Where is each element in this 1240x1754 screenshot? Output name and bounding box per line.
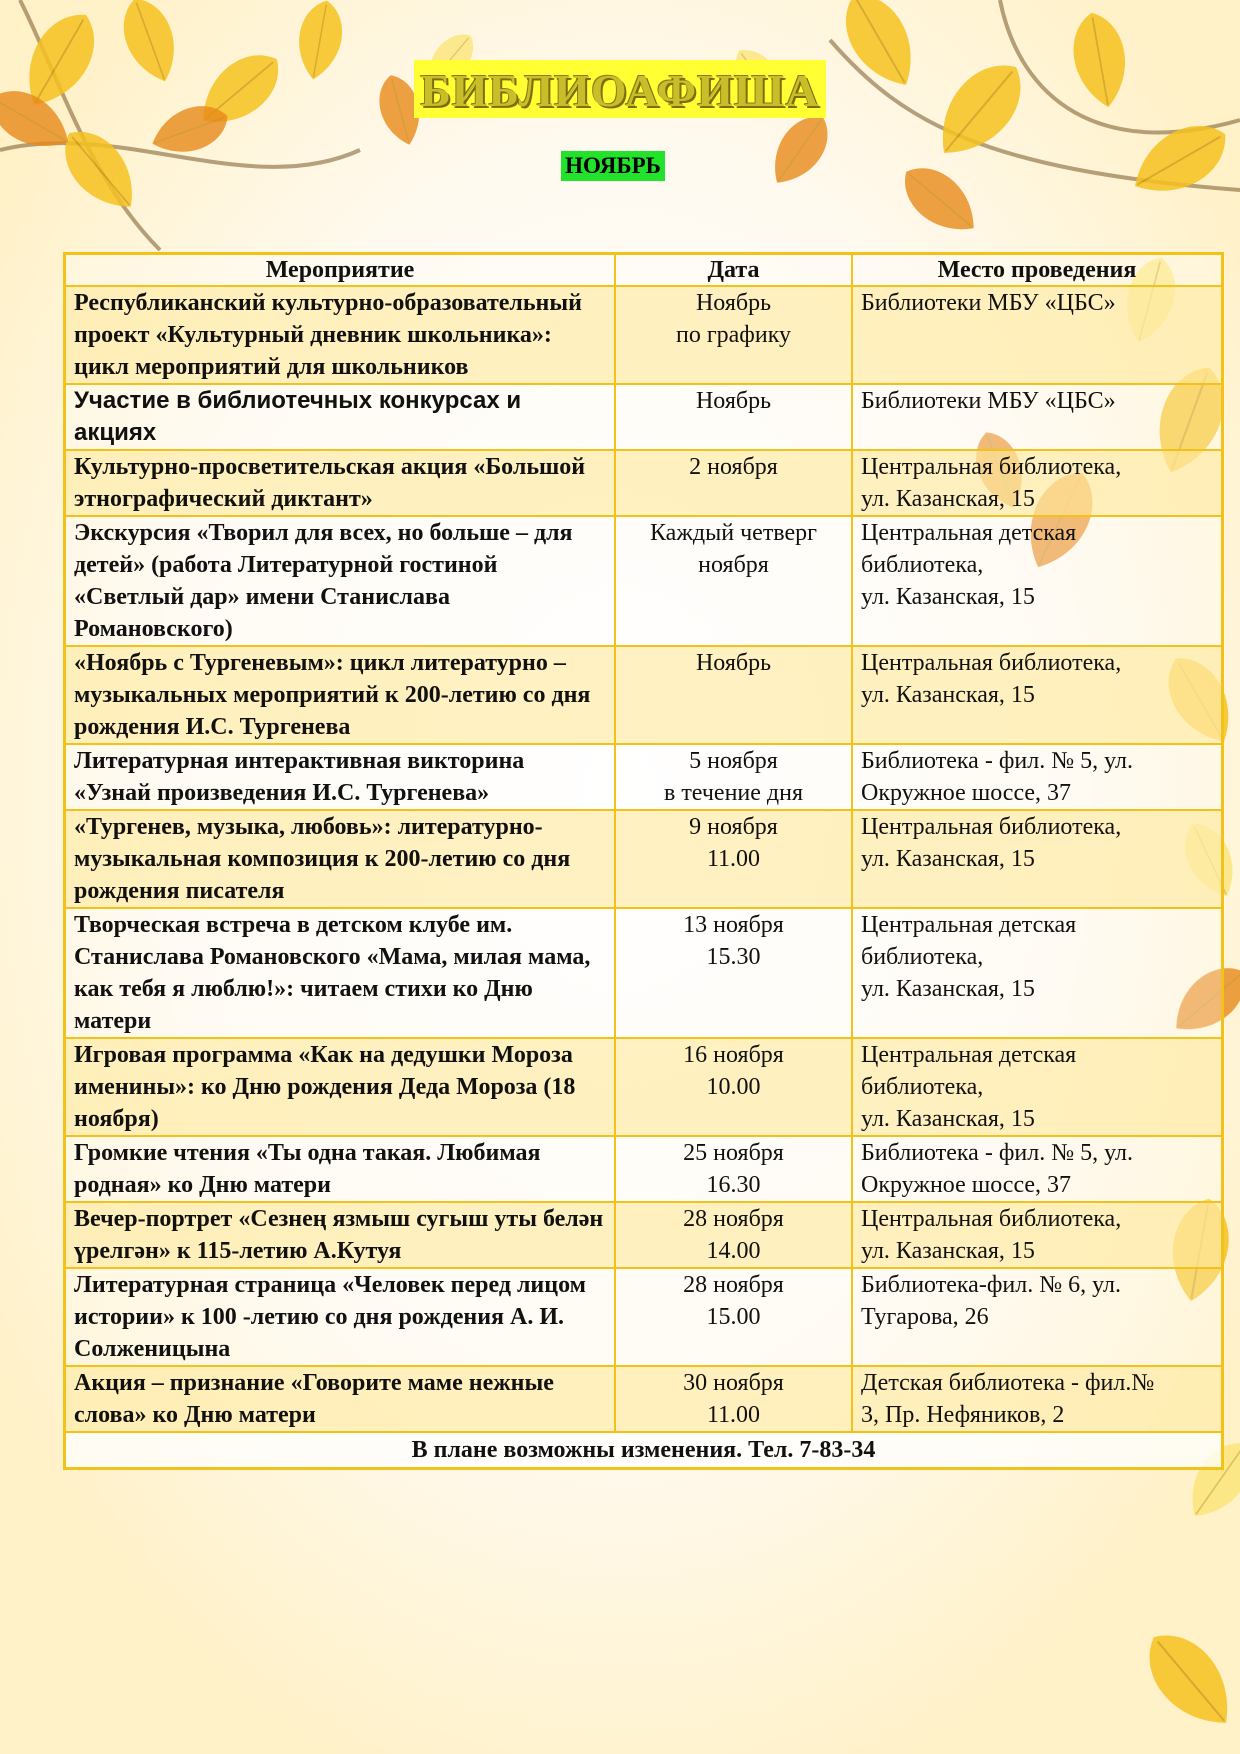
place-cell: Библиотека - фил. № 5, ул. Окружное шоссе, 37	[852, 1136, 1223, 1202]
event-cell: «Тургенев, музыка, любовь»: литературно-музыкальная композиция к 200-летию со дня рождения писателя	[65, 810, 616, 908]
event-cell: «Ноябрь с Тургеневым»: цикл литературно – музыкальных мероприятий к 200-летию со дня рождения И.С. Тургенева	[65, 646, 616, 744]
place-cell: Детская библиотека - фил.№ 3, Пр. Нефяников, 2	[852, 1366, 1223, 1432]
table-row	[65, 1202, 1223, 1268]
date-cell: 13 ноября 15.30	[615, 908, 852, 1038]
table-row	[65, 744, 1223, 810]
place-cell: Библиотека - фил. № 5, ул. Окружное шоссе, 37	[852, 744, 1223, 810]
table-row	[65, 1136, 1223, 1202]
page-title: БИБЛИОАФИША	[414, 60, 825, 118]
table-row	[65, 810, 1223, 908]
event-cell: Участие в библиотечных конкурсах и акциях	[65, 384, 616, 450]
place-cell: Центральная библиотека, ул. Казанская, 15	[852, 810, 1223, 908]
date-cell: 16 ноября 10.00	[615, 1038, 852, 1136]
date-cell: Ноябрь	[615, 384, 852, 450]
place-cell: Библиотеки МБУ «ЦБС»	[852, 286, 1223, 384]
event-cell: Громкие чтения «Ты одна такая. Любимая родная» ко Дню матери	[65, 1136, 616, 1202]
date-cell: 9 ноября 11.00	[615, 810, 852, 908]
place-cell: Библиотеки МБУ «ЦБС»	[852, 384, 1223, 450]
table-header-row	[65, 254, 1223, 287]
table-footer-row	[65, 1432, 1223, 1469]
place-cell: Центральная библиотека, ул. Казанская, 15	[852, 450, 1223, 516]
events-table	[63, 252, 1224, 1470]
date-cell: Ноябрь по графику	[615, 286, 852, 384]
event-cell: Творческая встреча в детском клубе им. Станислава Романовского «Мама, милая мама, как тебя я люблю!»: читаем стихи ко Дню матери	[65, 908, 616, 1038]
table-row	[65, 286, 1223, 384]
event-cell: Игровая программа «Как на дедушки Мороза именины»: ко Дню рождения Деда Мороза (18 ноября)	[65, 1038, 616, 1136]
table-row	[65, 384, 1223, 450]
month-badge: НОЯБРЬ	[561, 151, 665, 181]
place-cell: Центральная библиотека, ул. Казанская, 15	[852, 646, 1223, 744]
table-row	[65, 646, 1223, 744]
date-cell: 28 ноября 15.00	[615, 1268, 852, 1366]
table-row	[65, 450, 1223, 516]
table-row	[65, 1366, 1223, 1432]
date-cell: Каждый четверг ноября	[615, 516, 852, 646]
table-row	[65, 908, 1223, 1038]
date-cell: 25 ноября 16.30	[615, 1136, 852, 1202]
header-event: Мероприятие	[65, 254, 616, 287]
place-cell: Центральная детская библиотека, ул. Казанская, 15	[852, 516, 1223, 646]
event-cell: Экскурсия «Творил для всех, но больше – для детей» (работа Литературной гостиной «Светлый дар» имени Станислава Романовского)	[65, 516, 616, 646]
date-cell: 2 ноября	[615, 450, 852, 516]
date-cell: 5 ноября в течение дня	[615, 744, 852, 810]
month-container	[0, 151, 1226, 181]
date-cell: 28 ноября 14.00	[615, 1202, 852, 1268]
place-cell: Центральная библиотека, ул. Казанская, 15	[852, 1202, 1223, 1268]
title-container	[0, 60, 1240, 118]
date-cell: 30 ноября 11.00	[615, 1366, 852, 1432]
footer-note: В плане возможны изменения. Тел. 7-83-34	[65, 1432, 1223, 1469]
date-cell: Ноябрь	[615, 646, 852, 744]
table-row	[65, 1268, 1223, 1366]
place-cell: Центральная детская библиотека, ул. Казанская, 15	[852, 1038, 1223, 1136]
event-cell: Литературная страница «Человек перед лицом истории» к 100 -летию со дня рождения А. И. Солженицына	[65, 1268, 616, 1366]
event-cell: Литературная интерактивная викторина «Узнай произведения И.С. Тургенева»	[65, 744, 616, 810]
event-cell: Вечер-портрет «Сезнең язмыш сугыш уты белән үрелгән» к 115-летию А.Кутуя	[65, 1202, 616, 1268]
place-cell: Библиотека-фил. № 6, ул. Тугарова, 26	[852, 1268, 1223, 1366]
header-place: Место проведения	[852, 254, 1223, 287]
event-cell: Республиканский культурно-образовательный проект «Культурный дневник школьника»: цикл мероприятий для школьников	[65, 286, 616, 384]
place-cell: Центральная детская библиотека, ул. Казанская, 15	[852, 908, 1223, 1038]
table-row	[65, 1038, 1223, 1136]
header-date: Дата	[615, 254, 852, 287]
table-row	[65, 516, 1223, 646]
event-cell: Акция – признание «Говорите маме нежные слова» ко Дню матери	[65, 1366, 616, 1432]
event-cell: Культурно-просветительская акция «Большой этнографический диктант»	[65, 450, 616, 516]
